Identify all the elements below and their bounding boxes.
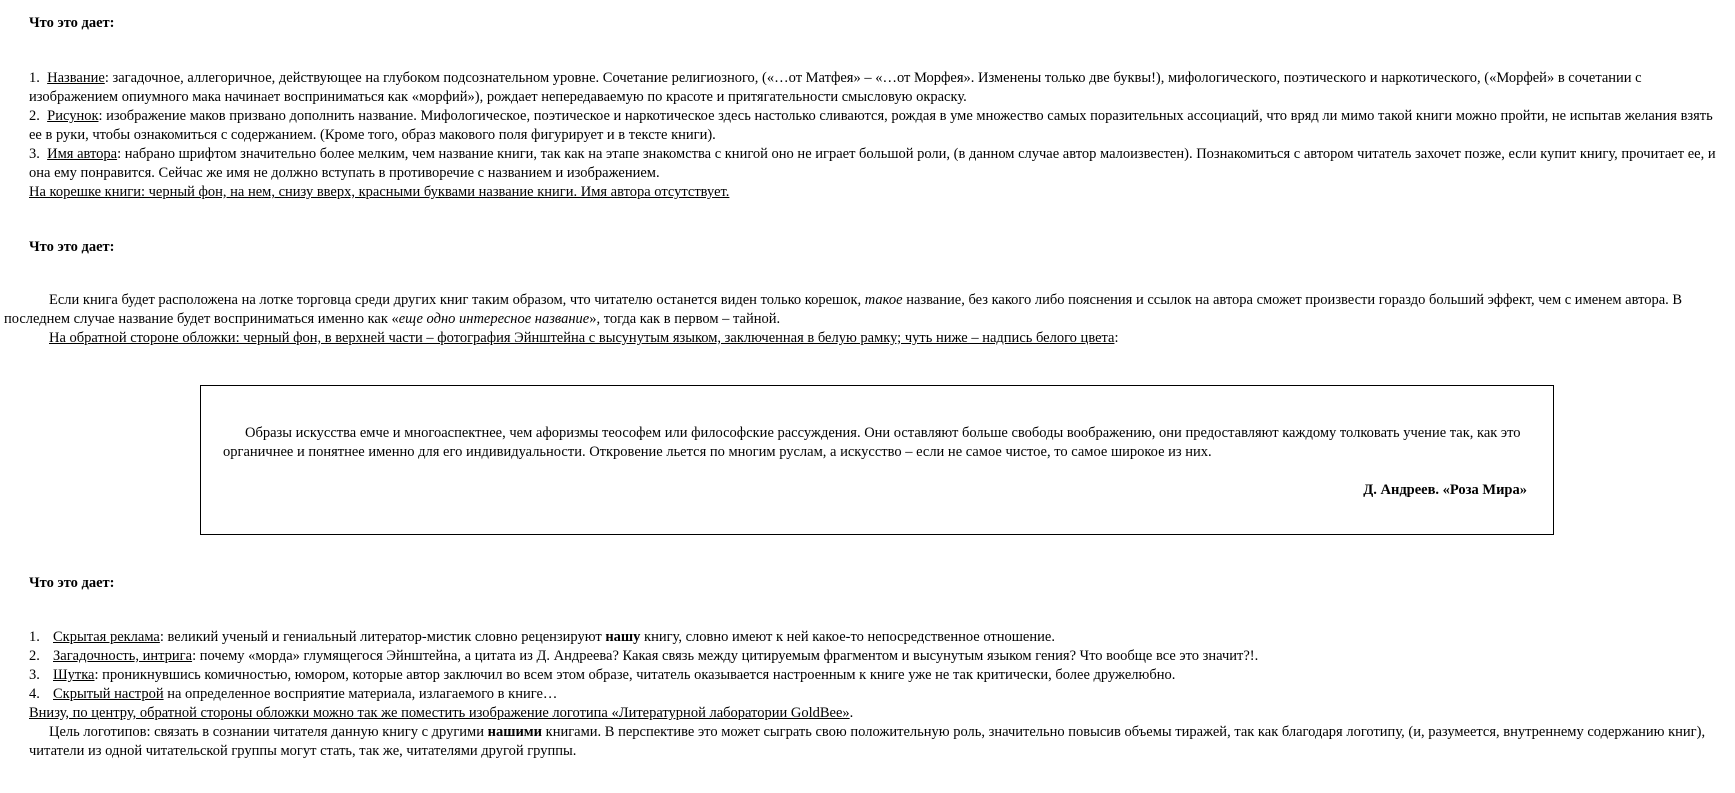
emphasis-text: такое [864, 292, 903, 308]
list-term: Скрытая реклама [53, 629, 160, 645]
emphasis-text: еще одно интересное название [398, 311, 590, 327]
list-text: : набрано шрифтом значительно более мелким, чем название книги, так как на этапе знакомства с книгой оно не играет большой роли, (в данном случае автор малоизвестен). Познакомиться с автором читатель захочет позже, если купит книгу, прочитает ее, и она ему понравится. Сейчас же имя не должно вступать в противоречие с названием и изображением. [29, 146, 1716, 181]
list-item: 4. Скрытый настрой на определенное восприятие материала, излагаемого в книге… [29, 686, 558, 702]
list-number: 3. [29, 146, 40, 162]
list-text: : загадочное, аллегоричное, действующее на глубоком подсознательном уровне. Сочетание религиозного, («…от Матфея» – «…от Морфея». Изменены только две буквы!), мифологического, поэтического и наркотического, («Морфей» в сочетании с изображением опиумного мака начинает восприниматься как «морфий»), рождает непередаваемую по красоте и притягательности смысловую окраску. [29, 70, 1642, 105]
list-item [29, 145, 1719, 183]
list-term: Шутка [53, 667, 95, 683]
numbered-list [29, 69, 1719, 202]
list-number: 1. [29, 629, 40, 645]
list-item: 1. Скрытая реклама: великий ученый и гениальный литератор-мистик словно рецензируют нашу книгу, словно имеют к ней какое-то непосредственное отношение. [29, 629, 1055, 645]
section-heading: Что это дает: [29, 15, 115, 31]
list-number: 1. [29, 70, 40, 86]
section-heading: Что это дает: [29, 575, 115, 591]
list-term: Скрытый настрой [53, 686, 164, 702]
section-heading: Что это дает: [29, 239, 115, 255]
back-cover-note: На обратной стороне обложки: черный фон, в верхней части – фотография Эйнштейна с высунутым языком, заключенная в белую рамку; чуть ниже – надпись белого цвета [49, 330, 1115, 346]
list-term: Рисунок [47, 108, 99, 124]
list-number: 4. [29, 686, 40, 702]
logo-note: Внизу, по центру, обратной стороны обложки можно так же поместить изображение логотипа «Литературной лаборатории GoldBee» [29, 705, 850, 721]
numbered-list: 1. Скрытая реклама: великий ученый и гениальный литератор-мистик словно рецензируют нашу книгу, словно имеют к ней какое-то непосредственное отношение. 2. Загадочность, интрига: почему «морда» глумящегося Эйнштейна, а цитата из Д. Андреева? Какая связь между цитируемым фрагментом и высунутым языком гения? Что вообще все это значит?!. 3. Шутка: проникнувшись комичностью, юмором, которые автор заключил во всем этом образе, читатель оказывается настроенным к книге уже не так критически, более дружелюбно. 4. Скрытый настрой на определенное восприятие материала, излагаемого в книге… Внизу, по центру, обратной стороны обложки можно так же поместить изображение логотипа «Литературной лаборатории GoldBee». Цель логотипов: связать в сознании читателя данную книгу с другими нашими книгами. В перспективе это может сыграть свою положительную роль, значительно повысив объемы тиражей, так как благодаря логотипу, (и, разумеется, внутреннему содержанию книг), читатели из одной читательской группы могут стать, так же, читателями другой группы. [29, 628, 1719, 761]
list-text: : изображение маков призвано дополнить название. Мифологическое, поэтическое и наркотическое здесь настолько сливаются, рождая в уме множество самых поразительных ассоциаций, что вряд ли мимо такой книги можно пройти, не испытав желания взять ее в руки, чтобы ознакомиться с содержанием. (Кроме того, образ макового поля фигурирует и в тексте книги). [29, 108, 1713, 143]
list-item [29, 69, 1719, 107]
list-item: 3. Шутка: проникнувшись комичностью, юмором, которые автор заключил во всем этом образе, читатель оказывается настроенным к книге уже не так критически, более дружелюбно. [29, 667, 1176, 683]
list-item [29, 107, 1719, 145]
body-paragraph: Цель логотипов: связать в сознании читателя данную книгу с другими нашими книгами. В перспективе это может сыграть свою положительную роль, значительно повысив объемы тиражей, так как благодаря логотипу, (и, разумеется, внутреннему содержанию книг), читатели из одной читательской группы могут стать, так же, читателями другой группы. [29, 724, 1706, 759]
list-number: 3. [29, 667, 40, 683]
quote-text: Образы искусства емче и многоаспектнее, чем афоризмы теософем или философские рассуждения. Они оставляют больше свободы воображению, они предоставляют каждому толковать учение так, как это органичнее и понятнее именно для его индивидуальности. Откровение льется по многим руслам, а искусство – если не самое чистое, то самое широкое из них. [223, 425, 1521, 460]
quote-box [200, 385, 1554, 535]
list-term: Название [47, 70, 105, 86]
body-paragraph: Если книга будет расположена на лотке торговца среди других книг таким образом, что читателю останется виден только корешок, такое название, без какого либо пояснения и ссылок на автора сможет произвести гораздо больший эффект, чем с именем автора. В последнем случае название будет восприниматься именно как «еще одно интересное название», тогда как в первом – тайной. На обратной стороне обложки: черный фон, в верхней части – фотография Эйнштейна с высунутым языком, заключенная в белую рамку; чуть ниже – надпись белого цвета: [4, 292, 1683, 346]
list-term: Загадочность, интрига [53, 648, 193, 664]
quote-author: Д. Андреев. «Роза Мира» [1363, 482, 1527, 498]
list-number: 2. [29, 648, 40, 664]
spine-note: На корешке книги: черный фон, на нем, снизу вверх, красными буквами название книги. Имя автора отсутствует. [29, 184, 730, 200]
list-item: 2. Загадочность, интрига: почему «морда» глумящегося Эйнштейна, а цитата из Д. Андреева? Какая связь между цитируемым фрагментом и высунутым языком гения? Что вообще все это значит?!. [29, 648, 1259, 664]
list-number: 2. [29, 108, 40, 124]
list-term: Имя автора [47, 146, 118, 162]
